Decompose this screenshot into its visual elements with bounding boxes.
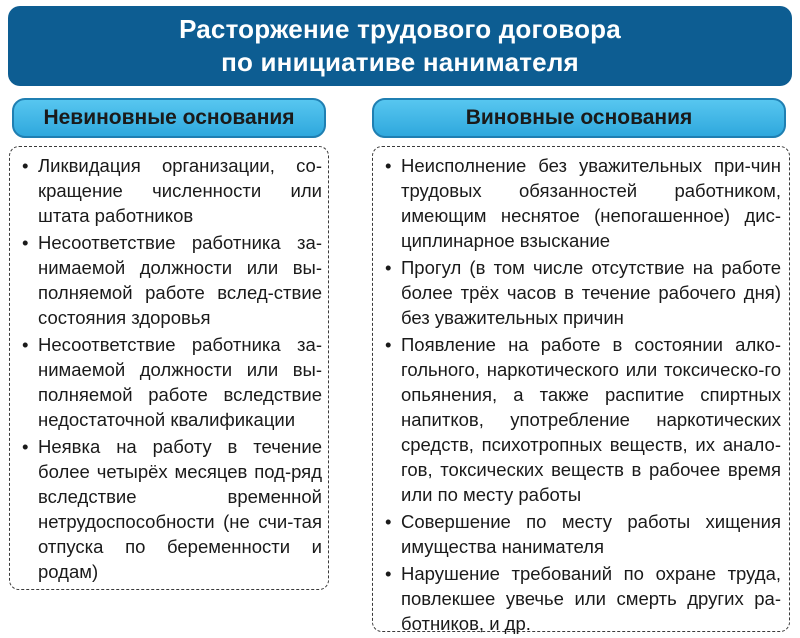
- bullet-icon: •: [22, 436, 29, 457]
- bullet-icon: •: [385, 511, 392, 532]
- bullet-icon: •: [385, 155, 392, 176]
- right-category-heading: Виновные основания: [372, 98, 786, 138]
- list-item: [381, 561, 781, 636]
- list-item: [18, 153, 322, 228]
- list-item-text: Прогул (в том числе отсутствие на работе более трёх часов в течение рабочего дня) без уважительных причин: [401, 257, 781, 328]
- left-reasons-list: [18, 153, 322, 584]
- list-item-text: Неявка на работу в течение более четырёх месяцев под-ряд вследствие временной нетрудоспособности (не счи-тая отпуска по беременности и родам): [38, 436, 322, 582]
- title-line-2: по инициативе нанимателя: [221, 47, 579, 77]
- bullet-icon: •: [22, 155, 29, 176]
- bullet-icon: •: [385, 563, 392, 584]
- bullet-icon: •: [22, 334, 29, 355]
- right-reasons-box: [372, 146, 790, 632]
- bullet-icon: •: [22, 232, 29, 253]
- list-item-text: Несоответствие работника за-нимаемой должности или вы-полняемой работе вслед-ствие состояния здоровья: [38, 232, 322, 328]
- left-category-heading: Невиновные основания: [12, 98, 326, 138]
- left-reasons-box: [9, 146, 329, 590]
- list-item: [381, 509, 781, 559]
- list-item: [381, 332, 781, 507]
- list-item-text: Нарушение требований по охране труда, повлекшее увечье или смерть других ра-ботников, и др.: [401, 563, 781, 634]
- title-line-1: Расторжение трудового договора: [179, 14, 621, 44]
- list-item-text: Несоответствие работника за-нимаемой должности или вы-полняемой работе вследствие недостаточной квалификации: [38, 334, 322, 430]
- bullet-icon: •: [385, 334, 392, 355]
- list-item: [381, 255, 781, 330]
- list-item: [381, 153, 781, 253]
- list-item: [18, 230, 322, 330]
- list-item-text: Неисполнение без уважительных при-чин трудовых обязанностей работником, имеющим неснятое (непогашенное) дис-циплинарное взыскание: [401, 155, 781, 251]
- title-banner: [8, 6, 792, 86]
- list-item-text: Появление на работе в состоянии алко-гольного, наркотического или токсическо-го опьянения, а также распитие спиртных напитков, употребление наркотических средств, психотропных веществ, их анало-гов, токсических веществ в рабочее время или по месту работы: [401, 334, 781, 505]
- list-item: [18, 434, 322, 584]
- list-item-text: Ликвидация организации, со-кращение численности или штата работников: [38, 155, 322, 226]
- bullet-icon: •: [385, 257, 392, 278]
- list-item: [18, 332, 322, 432]
- list-item-text: Совершение по месту работы хищения имущества нанимателя: [401, 511, 781, 557]
- right-reasons-list: [381, 153, 781, 636]
